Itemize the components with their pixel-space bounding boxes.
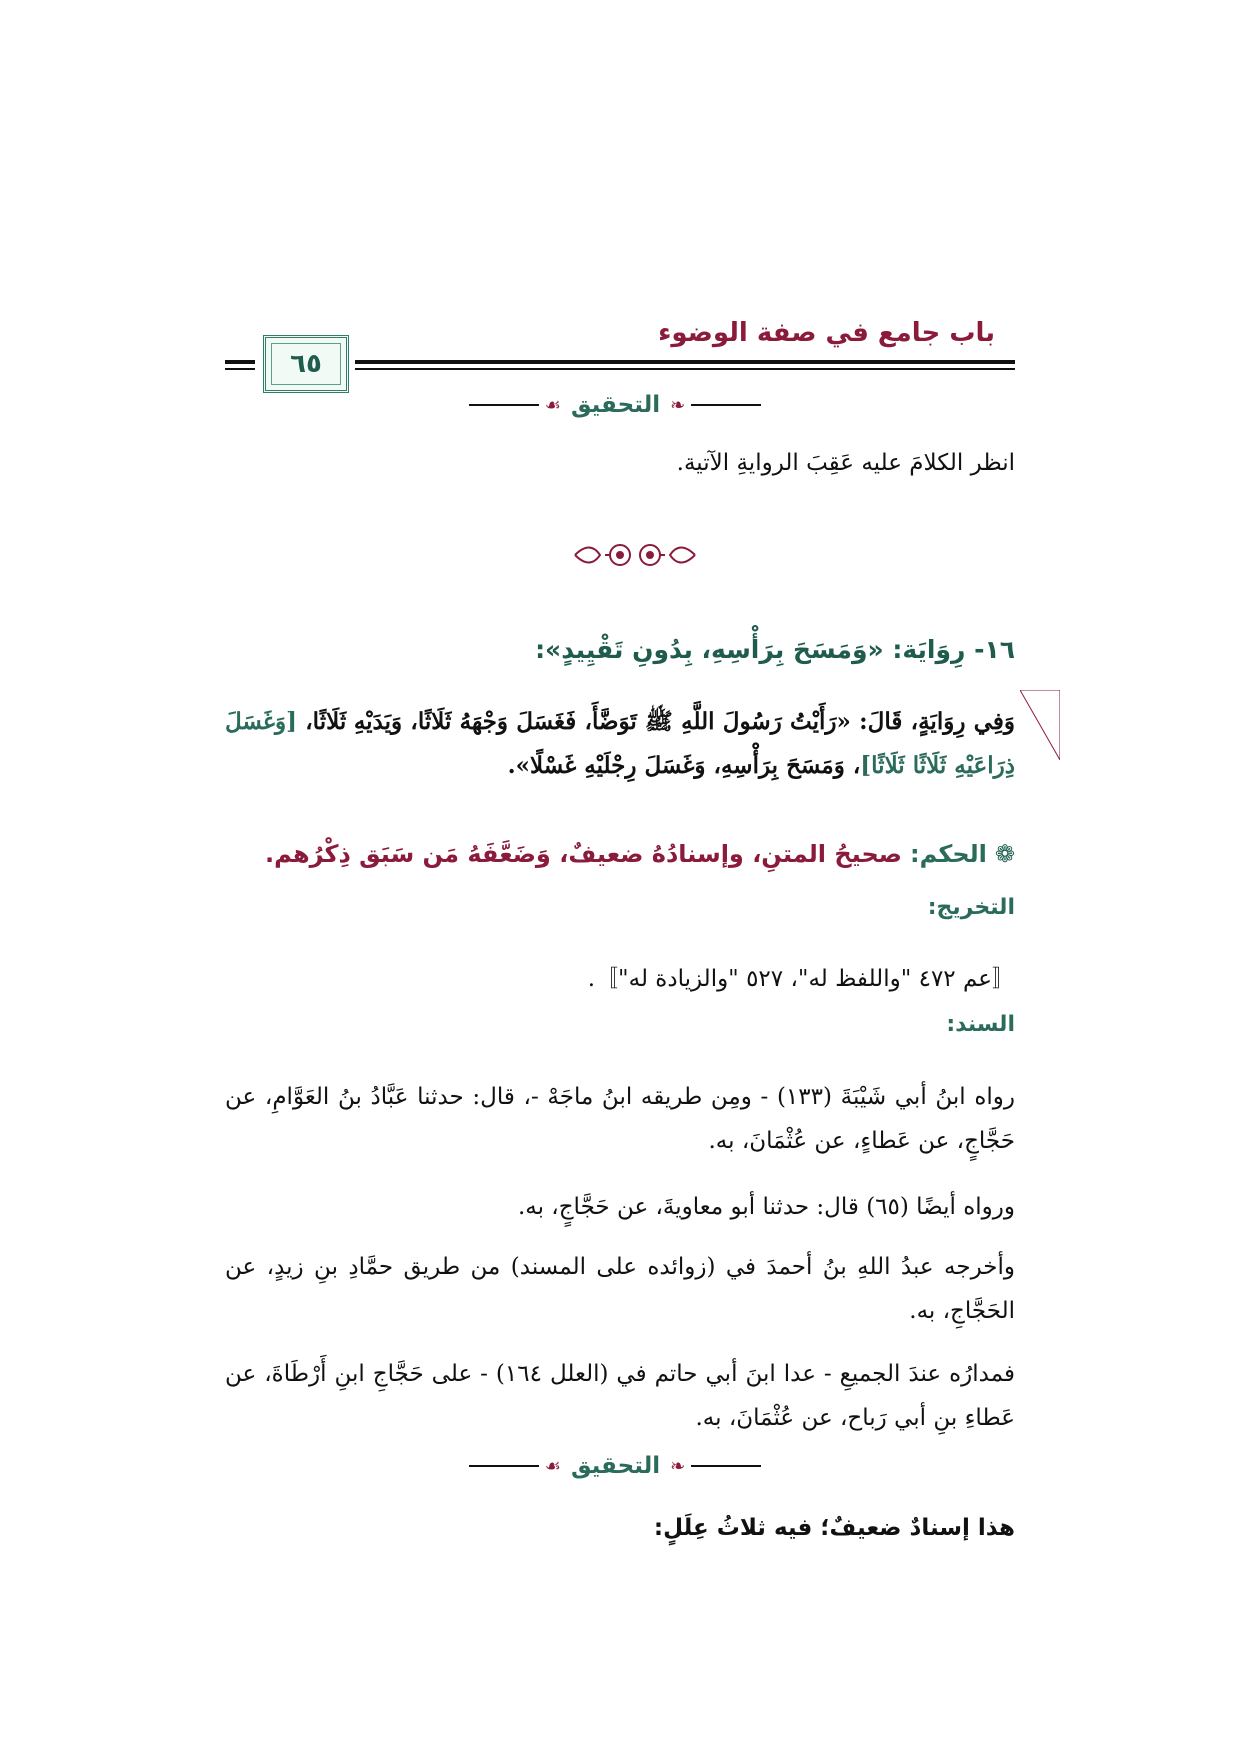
page-header bbox=[225, 300, 1015, 390]
narration-part: ، وَمَسَحَ بِرَأْسِهِ، وَغَسَلَ رِجْلَيْهِ غَسْلًا». bbox=[507, 752, 861, 779]
divider-ornament-icon: ☙ bbox=[544, 394, 561, 416]
tahqiq-divider-2 bbox=[420, 1453, 810, 1479]
sanad-paragraph-2: ورواه أيضًا (٦٥) قال: حدثنا أبو معاويةَ، عن حَجَّاجٍ، به. bbox=[517, 1194, 1015, 1220]
narration-intro: وَفِي رِوَايَةٍ، قَالَ: «رَأَيْتُ رَسُولَ اللَّهِ ﷺ تَوَضَّأَ، فَغَسَلَ وَجْهَهُ ثَلَاثًا، وَيَدَيْهِ bbox=[353, 708, 1015, 735]
page-number-frame bbox=[263, 335, 349, 393]
header-rule-left-thin bbox=[225, 368, 255, 370]
sanad-paragraph-4: فمدارُه عندَ الجميعِ - عدا ابنَ أبي حاتم في (العلل ١٦٤) - على حَجَّاجِ ابنِ أَرْطَاةَ، عن عَطاءِ بنِ أبي رَباح، عن عُثْمَانَ، به. bbox=[225, 1361, 1015, 1431]
sanad-paragraph-3: وأخرجه عبدُ اللهِ بنُ أحمدَ في (زوائده على المسند) من طريق حمَّادِ بنِ زيدٍ، عن الحَجَّاجِ، به. bbox=[225, 1254, 1015, 1324]
ruling-label: الحكم: bbox=[909, 840, 987, 868]
divider-line bbox=[691, 1465, 761, 1467]
takhrij-label: التخريج: bbox=[927, 895, 1015, 920]
divider-line bbox=[691, 404, 761, 406]
riwaya-heading: ١٦- رِوَايَة: «وَمَسَحَ بِرَأْسِهِ، بِدُونِ تَقْيِيدٍ»: bbox=[535, 635, 1015, 664]
flower-icon: ❁ bbox=[994, 840, 1015, 868]
ruling bbox=[265, 840, 1015, 868]
tahqiq-label: التحقيق bbox=[570, 392, 661, 418]
ruling-text: صحيحُ المتنِ، وإسنادُهُ ضعيفٌ، وَضَعَّفَهُ مَن سَبَق ذِكْرُهم. bbox=[265, 840, 902, 868]
divider-ornament-icon: ❧ bbox=[670, 1455, 686, 1477]
header-rule bbox=[355, 360, 1015, 364]
narration-text bbox=[225, 700, 1015, 788]
chapter-title: باب جامع في صفة الوضوء bbox=[658, 318, 995, 348]
header-rule-thin bbox=[355, 368, 1015, 370]
section-ornament-icon bbox=[565, 535, 705, 575]
divider-line bbox=[469, 1465, 539, 1467]
page-number: ٦٥ bbox=[290, 349, 322, 379]
header-rule-left bbox=[225, 360, 255, 364]
divider-ornament-icon: ❧ bbox=[670, 394, 686, 416]
tahqiq-divider bbox=[420, 392, 810, 418]
sanad-paragraph-1: رواه ابنُ أبي شَيْبَةَ (١٣٣) - ومِن طريقه ابنُ ماجَهْ -، قال: حدثنا عَبَّادُ بنُ العَوَّامِ، عن حَجَّاجٍ، عن عَطاءٍ، عن عُثْمَانَ، به. bbox=[225, 1084, 1015, 1154]
divider-ornament-icon: ☙ bbox=[544, 1455, 561, 1477]
corner-ornament-icon bbox=[1020, 690, 1060, 760]
takhrij-text: 〚عم ٤٧٢ "واللفظ له"، ٥٢٧ "والزيادة له"〛. bbox=[587, 966, 1015, 992]
sanad-label: السند: bbox=[946, 1012, 1015, 1037]
tahqiq-text: انظر الكلامَ عليه عَقِبَ الروايةِ الآتية. bbox=[676, 450, 1015, 476]
tahqiq-label-2: التحقيق bbox=[570, 1453, 661, 1479]
narration-part: ثَلَاثًا، bbox=[296, 708, 347, 735]
final-text: هذا إسنادٌ ضعيفٌ؛ فيه ثلاثُ عِلَلٍ: bbox=[653, 1515, 1015, 1541]
divider-line bbox=[469, 404, 539, 406]
narration-addition: [وَغَسَلَ ذِرَاعَيْهِ ثَلَاثًا ثَلَاثًا] bbox=[225, 708, 1015, 779]
